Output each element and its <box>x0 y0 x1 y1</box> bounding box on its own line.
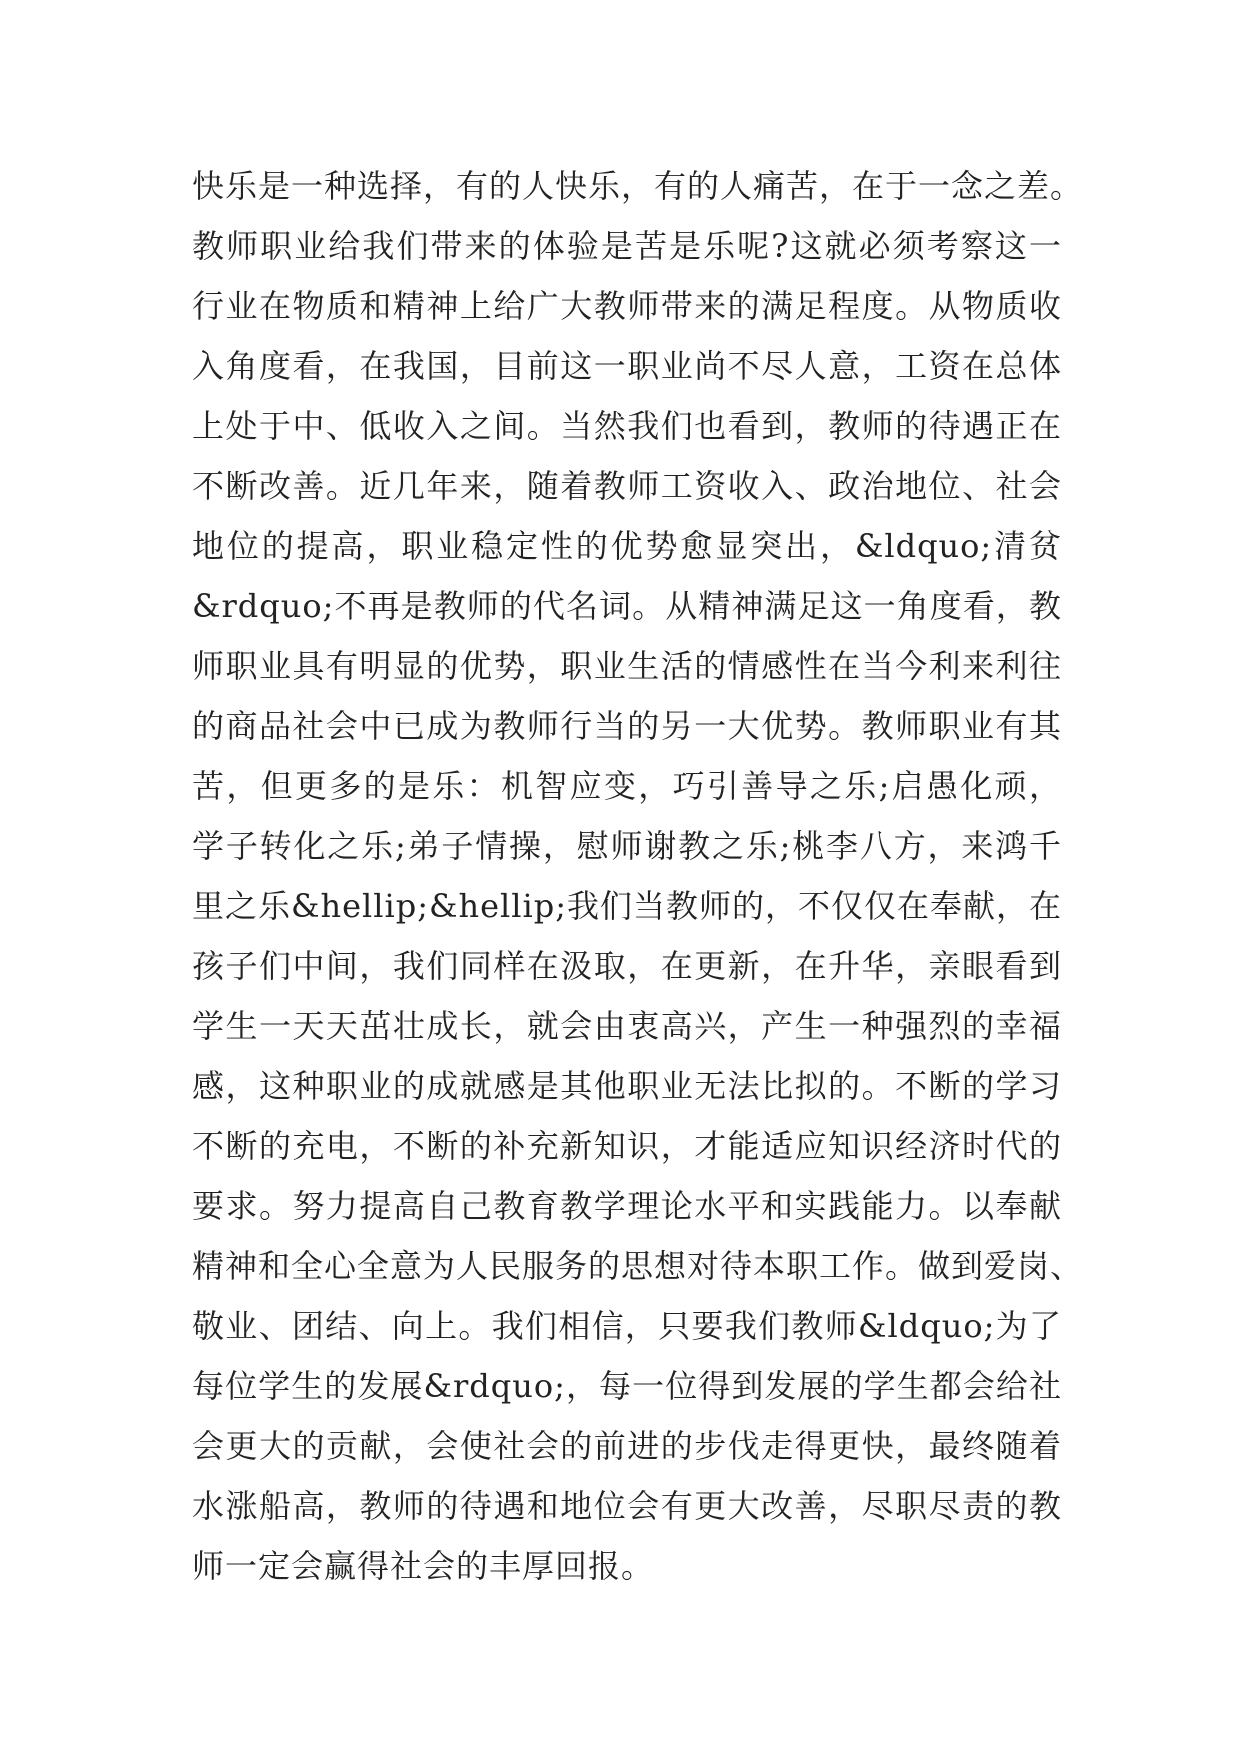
text-line: 里之乐&hellip;&hellip;我们当教师的，不仅仅在奉献，在 <box>192 887 1063 925</box>
text-line: 孩子们中间，我们同样在汲取，在更新，在升华，亲眼看到 <box>192 947 1062 985</box>
text-line: 的商品社会中已成为教师行当的另一大优势。教师职业有其 <box>192 707 1062 745</box>
text-line: 会更大的贡献，会使社会的前进的步伐走得更快，最终随着 <box>192 1427 1062 1465</box>
text-line: 要求。努力提高自己教育教学理论水平和实践能力。以奉献 <box>192 1187 1062 1225</box>
text-line: 不断的充电，不断的补充新知识，才能适应知识经济时代的 <box>192 1127 1062 1165</box>
text-line: 师职业具有明显的优势，职业生活的情感性在当今利来利往 <box>192 647 1062 685</box>
text-line: 入角度看，在我国，目前这一职业尚不尽人意，工资在总体 <box>192 347 1062 385</box>
text-line: 不断改善。近几年来，随着教师工资收入、政治地位、社会 <box>192 467 1062 505</box>
text-line: 感，这种职业的成就感是其他职业无法比拟的。不断的学习 <box>192 1067 1062 1105</box>
text-line: 学子转化之乐;弟子情操，慰师谢教之乐;桃李八方，来鸿千 <box>192 827 1062 865</box>
text-line: 苦，但更多的是乐：机智应变，巧引善导之乐;启愚化顽， <box>192 767 1062 805</box>
text-line: 精神和全心全意为人民服务的思想对待本职工作。做到爱岗、 <box>192 1247 1084 1285</box>
text-line: 学生一天天茁壮成长，就会由衷高兴，产生一种强烈的幸福 <box>192 1007 1062 1045</box>
text-line: 上处于中、低收入之间。当然我们也看到，教师的待遇正在 <box>192 407 1062 445</box>
text-line: 师一定会赢得社会的丰厚回报。 <box>192 1547 655 1585</box>
text-line: &rdquo;不再是教师的代名词。从精神满足这一角度看，教 <box>192 587 1062 625</box>
text-line: 教师职业给我们带来的体验是苦是乐呢?这就必须考察这一 <box>192 227 1062 265</box>
text-line: 行业在物质和精神上给广大教师带来的满足程度。从物质收 <box>192 287 1062 325</box>
text-line: 水涨船高，教师的待遇和地位会有更大改善，尽职尽责的教 <box>192 1487 1062 1525</box>
body-paragraph <box>192 156 1084 1596</box>
text-line: 快乐是一种选择，有的人快乐，有的人痛苦，在于一念之差。 <box>192 167 1084 205</box>
text-line: 地位的提高，职业稳定性的优势愈显突出，&ldquo;清贫 <box>192 527 1062 565</box>
text-line: 每位学生的发展&rdquo;，每一位得到发展的学生都会给社 <box>192 1367 1062 1405</box>
text-line: 敬业、团结、向上。我们相信，只要我们教师&ldquo;为了 <box>192 1307 1062 1345</box>
